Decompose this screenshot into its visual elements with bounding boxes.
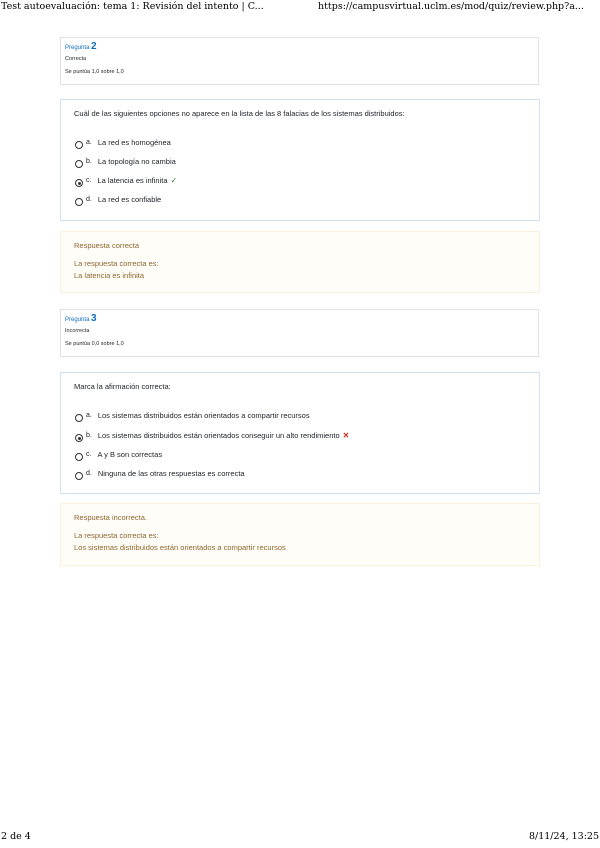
- radio-button[interactable]: [75, 198, 83, 206]
- question-number-value: 3: [91, 313, 97, 324]
- question-2-formulation: [60, 99, 540, 221]
- feedback-right-label: La respuesta correcta es:: [74, 259, 159, 268]
- print-header: [0, 0, 600, 14]
- answer-option-a[interactable]: a. Los sistemas distribuidos están orientados a compartir recursos: [75, 408, 310, 422]
- radio-button[interactable]: [75, 141, 83, 149]
- question-grade: Se puntúa 1,0 sobre 1,0: [65, 69, 124, 75]
- print-datetime: 8/11/24, 13:25: [528, 831, 599, 842]
- question-2-feedback: [60, 231, 540, 293]
- radio-button[interactable]: [75, 160, 83, 168]
- page-title: Test autoevaluación: tema 1: Revisión del intento | C...: [1, 1, 264, 12]
- print-footer: [0, 830, 600, 844]
- question-state: Incorrecta: [65, 328, 90, 334]
- feedback-right-answer: Los sistemas distribuidos están orientados a compartir recursos: [74, 543, 286, 552]
- answer-option-b[interactable]: b. La topología no cambia: [75, 154, 176, 168]
- question-text: Cuál de las siguientes opciones no aparece en la lista de las 8 falacias de los sistemas distribuidos:: [74, 109, 405, 118]
- radio-button[interactable]: [75, 453, 83, 461]
- radio-button-selected[interactable]: [75, 434, 83, 442]
- answer-option-c[interactable]: c. La latencia es infinita ✓: [75, 173, 177, 187]
- question-3-info: [60, 309, 539, 357]
- question-2-info: [60, 37, 539, 85]
- answer-option-c[interactable]: c. A y B son correctas: [75, 447, 162, 461]
- feedback-right-answer: La latencia es infinita: [74, 271, 145, 280]
- radio-button[interactable]: [75, 414, 83, 422]
- question-number: Pregunta 2: [65, 41, 97, 52]
- answer-option-d[interactable]: d. La red es confiable: [75, 192, 161, 206]
- feedback-status: Respuesta correcta: [74, 241, 140, 250]
- question-number-value: 2: [91, 41, 97, 52]
- question-grade: Se puntúa 0,0 sobre 1,0: [65, 341, 124, 347]
- page-count: 2 de 4: [1, 831, 31, 842]
- question-3-formulation: [60, 372, 540, 494]
- page-url: https://campusvirtual.uclm.es/mod/quiz/review.php?a...: [318, 1, 584, 12]
- check-icon: ✓: [170, 175, 178, 185]
- cross-icon: ✕: [342, 430, 350, 440]
- answer-option-d[interactable]: d. Ninguna de las otras respuestas es correcta: [75, 466, 245, 480]
- question-state: Correcta: [65, 56, 87, 62]
- radio-button[interactable]: [75, 472, 83, 480]
- feedback-right-label: La respuesta correcta es:: [74, 531, 159, 540]
- radio-button-selected[interactable]: [75, 179, 83, 187]
- answer-option-a[interactable]: a. La red es homogénea: [75, 135, 171, 149]
- question-number: Pregunta 3: [65, 313, 97, 324]
- answer-option-b[interactable]: b. Los sistemas distribuidos están orientados conseguir un alto rendimiento ✕: [75, 428, 349, 442]
- question-text: Marca la afirmación correcta:: [74, 382, 171, 391]
- feedback-status: Respuesta incorrecta.: [74, 513, 147, 522]
- question-3-feedback: [60, 503, 540, 566]
